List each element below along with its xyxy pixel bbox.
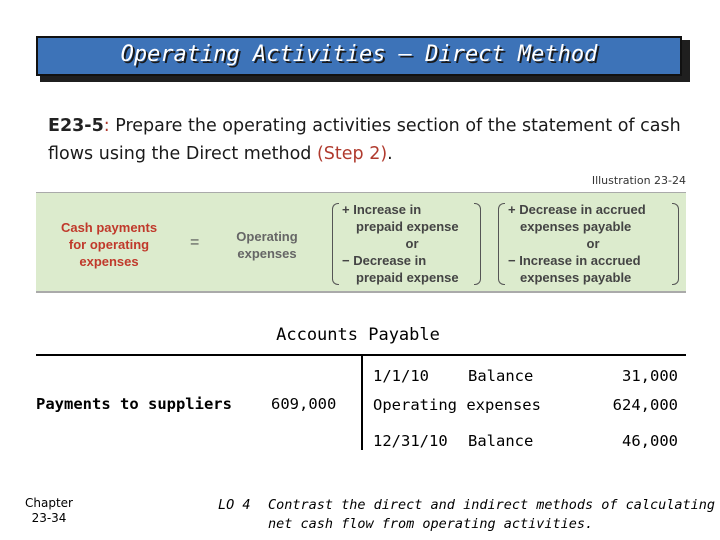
illustration-label: Illustration 23-24 — [591, 174, 686, 187]
credit-label-2: Operating expenses — [373, 396, 541, 414]
prepaid-decrease: − Decrease in — [342, 253, 427, 268]
left-brace-group2 — [498, 203, 505, 285]
credit-amount-1: 31,000 — [622, 367, 678, 385]
debit-label: Payments to suppliers — [36, 395, 232, 413]
lo-line-2: net cash flow from operating activities. — [268, 516, 594, 532]
exercise-colon: : — [103, 116, 110, 136]
equals-sign: = — [190, 234, 200, 251]
cash-payments-label: Cash payments for operating expenses — [60, 220, 158, 269]
accrued-increase: − Increase in accrued — [508, 253, 641, 268]
credit-amount-3: 46,000 — [622, 432, 678, 450]
chapter-number: 23-34 — [31, 511, 67, 525]
prepaid-increase-2: prepaid expense — [356, 219, 459, 234]
exercise-label: E23-5 — [48, 116, 104, 136]
credit-date-3: 12/31/10 — [373, 432, 448, 450]
credit-amount-2: 624,000 — [612, 396, 678, 414]
learning-objective — [218, 496, 718, 534]
t-account-title: Accounts Payable — [276, 325, 440, 345]
exercise-text: Prepare the operating activities section of the statement of cash flows using the Direct method — [48, 116, 681, 164]
operating-expenses-label: Operating expenses — [236, 229, 298, 261]
exercise-step: (Step 2) — [316, 144, 388, 164]
chapter-label: Chapter — [25, 496, 73, 510]
exercise-end: . — [387, 144, 393, 164]
chapter-indicator — [16, 496, 82, 526]
t-account-vertical-line — [361, 354, 363, 450]
slide-title: Operating Activities — Direct Method — [120, 42, 598, 67]
left-brace-group1 — [332, 203, 339, 285]
lo-line-1: Contrast the direct and indirect methods of calculating — [268, 497, 716, 513]
credit-label-1: Balance — [468, 367, 534, 385]
right-brace-group1 — [474, 203, 481, 285]
lo-code: LO 4 — [218, 497, 251, 513]
prepaid-decrease-2: prepaid expense — [356, 270, 459, 285]
accrued-decrease-2: expenses payable — [520, 219, 632, 234]
title-banner — [36, 36, 682, 76]
debit-amount: 609,000 — [271, 395, 337, 413]
accrued-increase-2: expenses payable — [520, 270, 632, 285]
right-brace-group2 — [672, 203, 679, 285]
credit-label-3: Balance — [468, 432, 534, 450]
prepaid-increase: + Increase in — [342, 202, 422, 217]
credit-date-1: 1/1/10 — [373, 367, 429, 385]
adjustment-group-accrued — [508, 201, 678, 286]
accrued-decrease: + Decrease in accrued — [508, 202, 646, 217]
accrued-or: or — [586, 236, 600, 251]
illustration-panel — [36, 192, 686, 293]
prepaid-or: or — [405, 236, 419, 251]
exercise-statement — [48, 112, 698, 168]
adjustment-group-prepaid — [342, 201, 482, 286]
